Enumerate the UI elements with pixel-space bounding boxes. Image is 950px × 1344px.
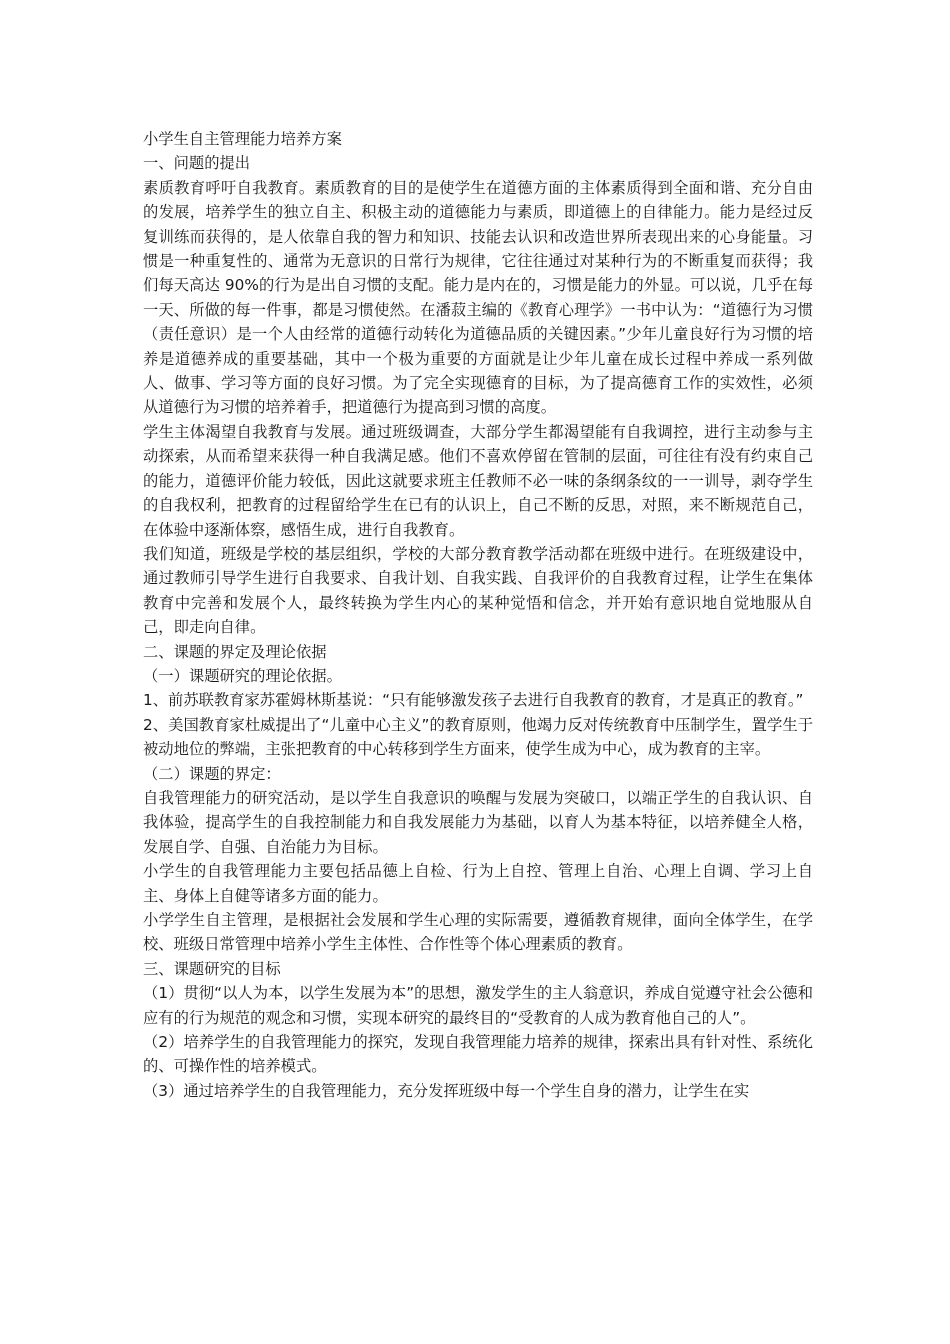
paragraph: 学生主体渴望自我教育与发展。通过班级调查，大部分学生都渴望能有自我调控，进行主动参与主动探索，从而希望来获得一种自我满足感。他们不喜欢停留在管制的层面，可往往有没有约束自己的能力，道德评价能力较低，因此这就要求班主任教师不必一味的条纲条纹的一一训导，剥夺学生的自我权利，把教育的过程留给学生在已有的认识上，自己不断的反思，对照，来不断规范自己，在体验中逐渐体察，感悟生成，进行自我教育。 bbox=[143, 422, 813, 539]
list-item: （1）贯彻“以人为本，以学生发展为本”的思想，激发学生的主人翁意识，养成自觉遵守社会公德和应有的行为规范的观念和习惯，实现本研究的最终目的“受教育的人成为教育他自己的人”。 bbox=[143, 984, 813, 1027]
list-item: 1、前苏联教育家苏霍姆林斯基说：“只有能够激发孩子去进行自我教育的教育，才是真正的教育。” bbox=[143, 691, 804, 710]
list-item: （2）培养学生的自我管理能力的探究，发现自我管理能力培养的规律，探索出具有针对性、系统化的、可操作性的培养模式。 bbox=[143, 1033, 813, 1076]
document-title: 小学生自主管理能力培养方案 bbox=[143, 130, 342, 148]
subsection-heading: （二）课题的界定： bbox=[143, 764, 281, 783]
subsection-heading: （一）课题研究的理论依据。 bbox=[143, 666, 342, 685]
section-heading-2: 二、课题的界定及理论依据 bbox=[143, 642, 327, 661]
section-heading-1: 一、问题的提出 bbox=[143, 154, 251, 173]
list-item: 2、美国教育家杜威提出了“儿童中心主义”的教育原则，他竭力反对传统教育中压制学生，置学生于被动地位的弊端，主张把教育的中心转移到学生方面来，使学生成为中心，成为教育的主宰。 bbox=[143, 715, 813, 759]
section-heading-3: 三、课题研究的目标 bbox=[143, 959, 281, 978]
paragraph: 素质教育呼吁自我教育。素质教育的目的是使学生在道德方面的主体素质得到全面和谐、充分自由的发展，培养学生的独立自主、积极主动的道德能力与素质，即道德上的自律能力。能力是经过反复训练而获得的，是人依靠自我的智力和知识、技能去认识和改造世界所表现出来的心身能量。习惯是一种重复性的、通常为无意识的日常行为规律，它往往通过对某种行为的不断重复而获得；我们每天高达 90%的行为是出自习惯的支配。能力是内在的，习惯是能力的外显。可以说，几乎在每一天、所做的每一件事，都是习惯使然。在潘菽主编的《教育心理学》一书中认为：“道德行为习惯（责任意识）是一个人由经常的道德行动转化为道德品质的关键因素。”少年儿童良好行为习惯的培养是道德养成的重要基础，其中一个极为重要的方面就是让少年儿童在成长过程中养成一系列做人、做事、学习等方面的良好习惯。为了完全实现德育的目标，为了提高德育工作的实效性，必须从道德行为习惯的培养着手，把道德行为提高到习惯的高度。 bbox=[143, 178, 813, 417]
paragraph: 小学学生自主管理，是根据社会发展和学生心理的实际需要，遵循教育规律，面向全体学生，在学校、班级日常管理中培养小学生主体性、合作性等个体心理素质的教育。 bbox=[143, 911, 813, 954]
paragraph: 自我管理能力的研究活动，是以学生自我意识的唤醒与发展为突破口，以端正学生的自我认识、自我体验，提高学生的自我控制能力和自我发展能力为基础，以育人为基本特征，以培养健全人格，发展自学、自强、自治能力为目标。 bbox=[143, 788, 813, 856]
paragraph: 我们知道，班级是学校的基层组织，学校的大部分教育教学活动都在班级中进行。在班级建设中，通过教师引导学生进行自我要求、自我计划、自我实践、自我评价的自我教育过程，让学生在集体教育中完善和发展个人，最终转换为学生内心的某种觉悟和信念，并开始有意识地自觉地服从自己，即走向自律。 bbox=[143, 544, 813, 637]
paragraph: 小学生的自我管理能力主要包括品德上自检、行为上自控、管理上自治、心理上自调、学习上自主、身体上自健等诸多方面的能力。 bbox=[143, 862, 813, 905]
document-page bbox=[143, 127, 813, 1103]
list-item: （3）通过培养学生的自我管理能力，充分发挥班级中每一个学生自身的潜力，让学生在实 bbox=[143, 1081, 750, 1100]
